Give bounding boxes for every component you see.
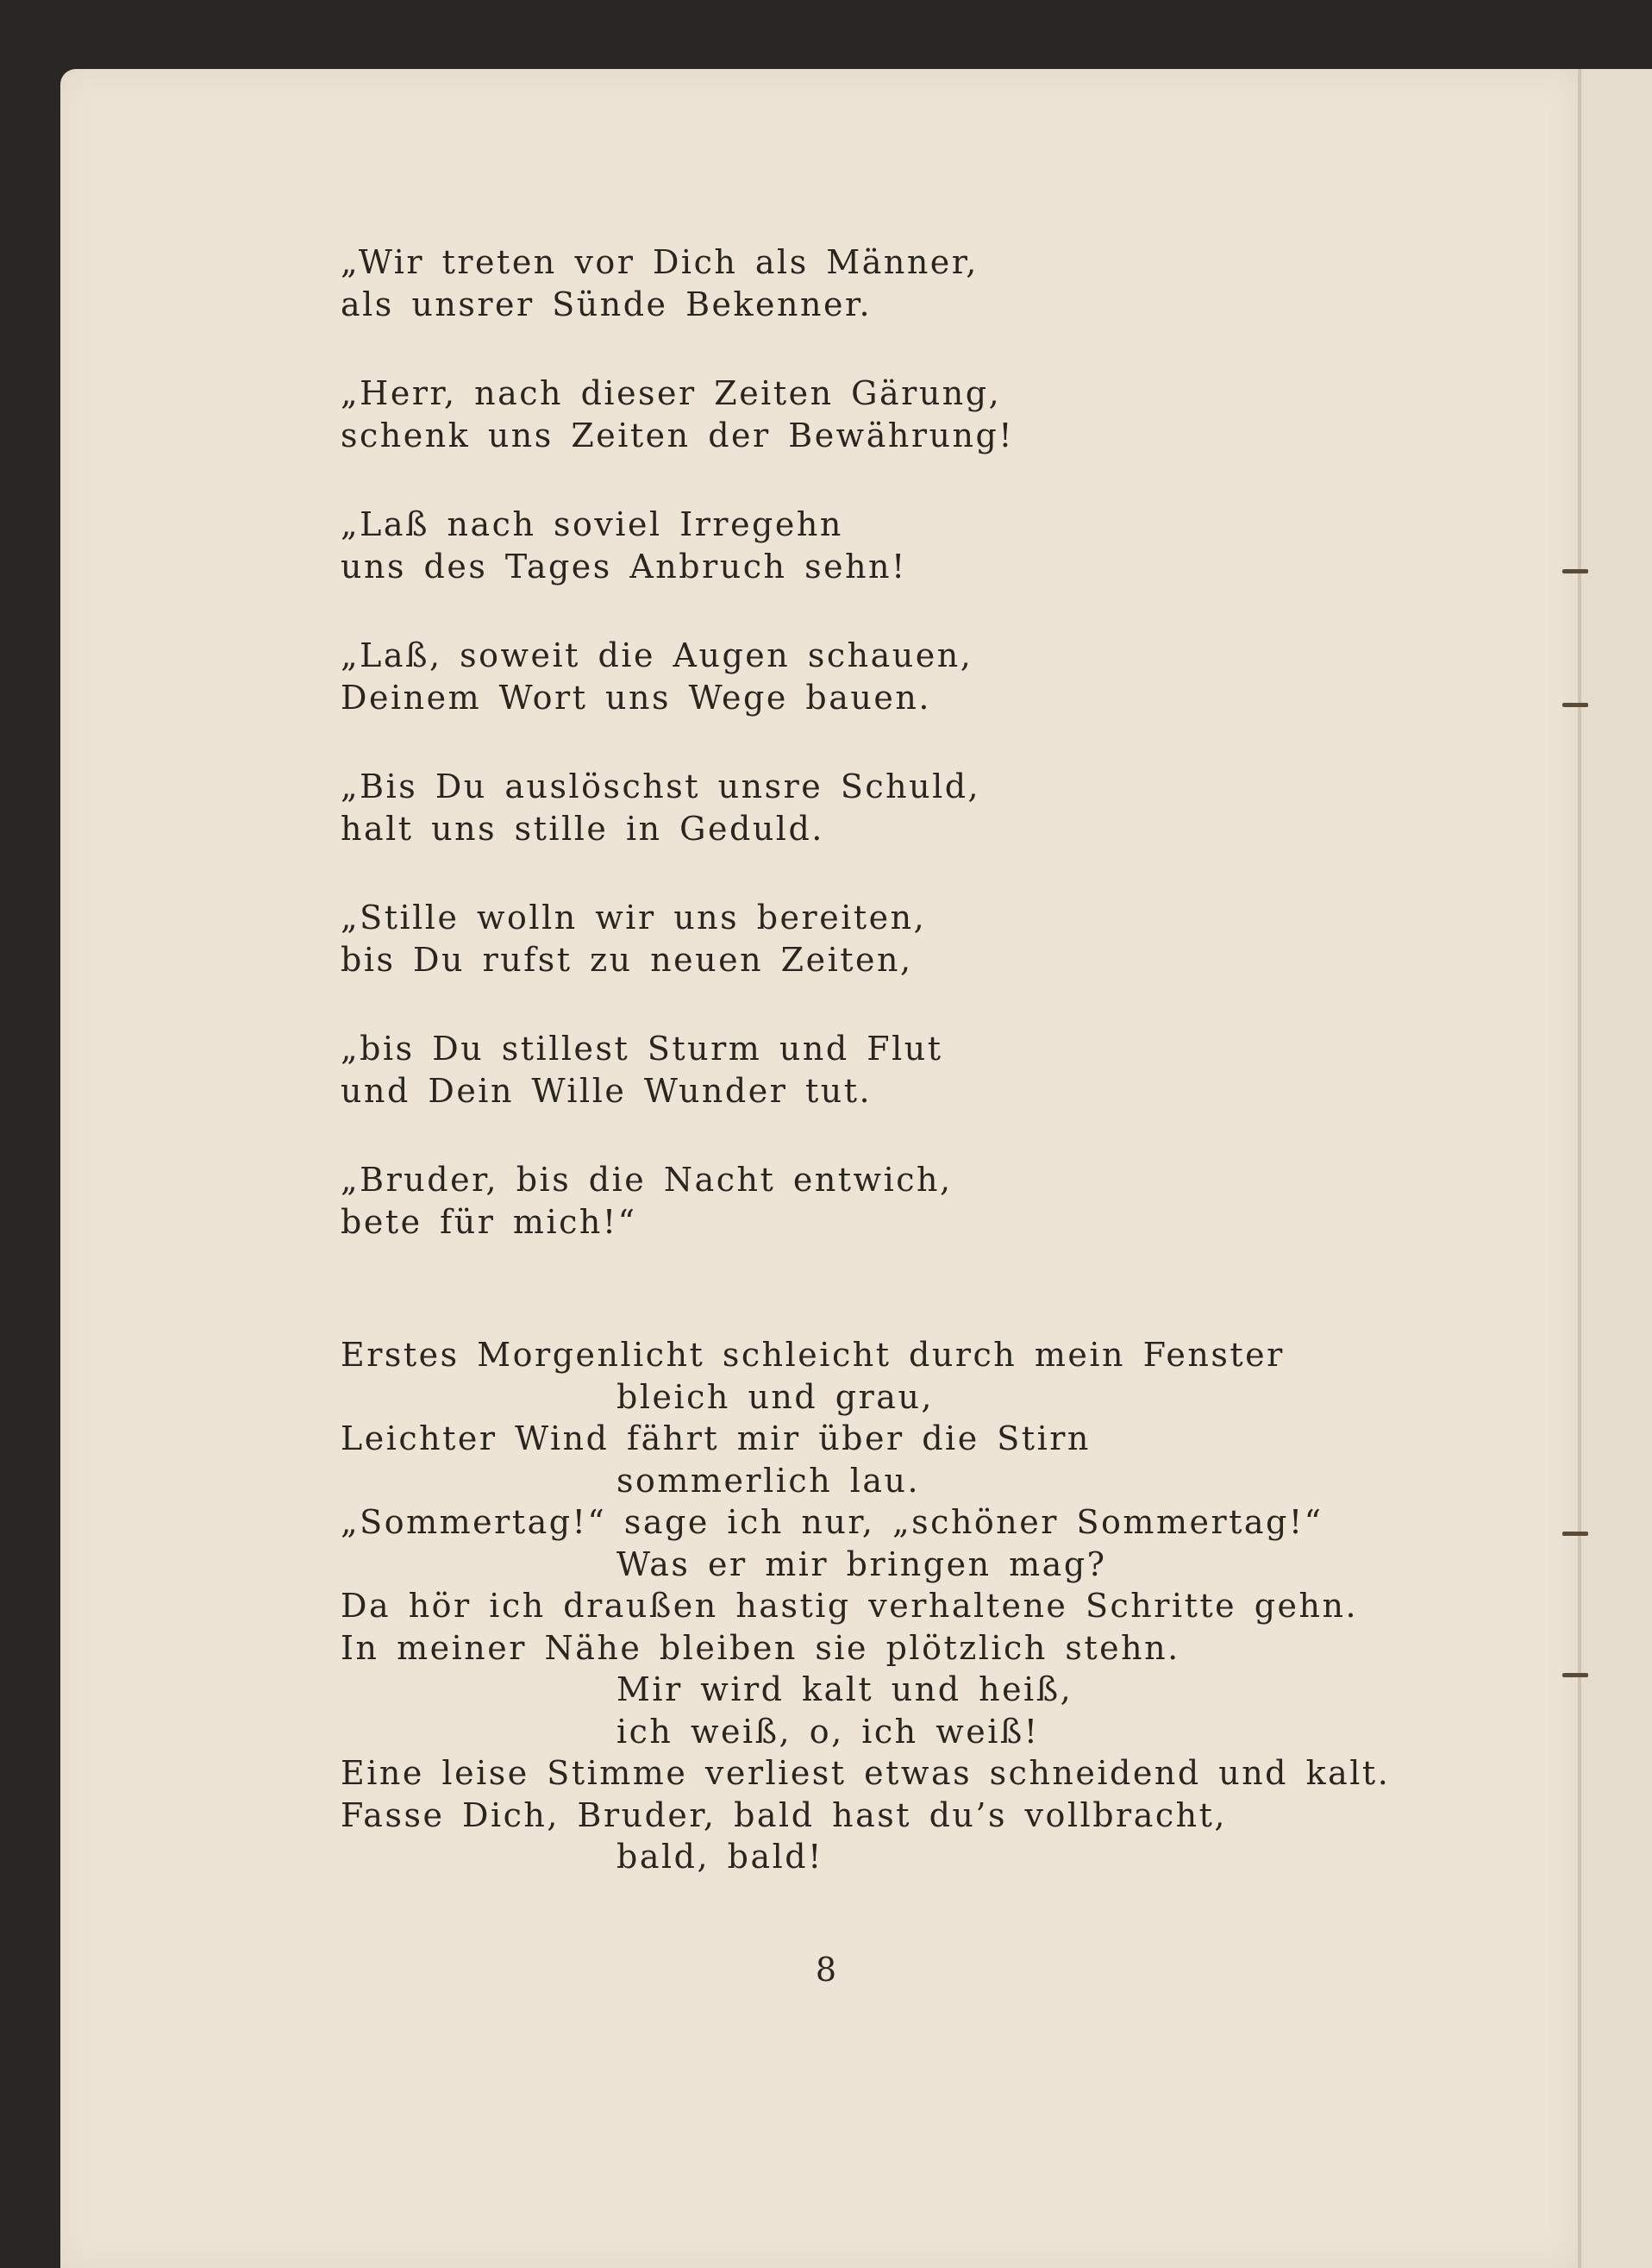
stanza — [341, 897, 1341, 981]
verse-line: „Wir treten vor Dich als Männer, — [341, 243, 979, 281]
verse-line: In meiner Nähe bleiben sie plötzlich stehn. — [341, 1628, 1180, 1667]
page-number: 8 — [815, 1951, 837, 1989]
verse-line: „Bis Du auslöschst unsre Schuld, — [341, 767, 981, 805]
stanza — [341, 635, 1341, 719]
verse-line: „Laß nach soviel Irregehn — [341, 505, 843, 543]
verse-line: uns des Tages Anbruch sehn! — [341, 548, 907, 586]
verse-line: als unsrer Sünde Bekenner. — [341, 285, 873, 323]
second-poem — [341, 1334, 1391, 1878]
verse-line: „Laß, soweit die Augen schauen, — [341, 636, 973, 674]
facing-page-edge — [1578, 69, 1652, 2268]
verse-line: „Sommertag!“ sage ich nur, „schöner Sommertag!“ — [341, 1503, 1323, 1541]
stanza — [341, 766, 1341, 850]
stanza — [341, 241, 1341, 326]
verse-line: und Dein Wille Wunder tut. — [341, 1072, 873, 1110]
verse-line: Leichter Wind fährt mir über die Stirn — [341, 1419, 1091, 1457]
verse-line-indented: ich weiß, o, ich weiß! — [616, 1712, 1040, 1751]
binding-stitch-mark — [1562, 703, 1588, 707]
verse-line: „Bruder, bis die Nacht entwich, — [341, 1161, 953, 1199]
verse-line: „Stille wolln wir uns bereiten, — [341, 899, 927, 937]
binding-stitch-mark — [1562, 1673, 1588, 1677]
verse-line: „bis Du stillest Sturm und Flut — [341, 1030, 943, 1068]
binding-stitch-mark — [1562, 569, 1588, 573]
verse-line: Da hör ich draußen hastig verhaltene Schritte gehn. — [341, 1587, 1359, 1625]
verse-line: bis Du rufst zu neuen Zeiten, — [341, 941, 913, 979]
stanza — [341, 1028, 1341, 1112]
stanza — [341, 504, 1341, 588]
stanza — [341, 1159, 1341, 1244]
verse-line-indented: bleich und grau, — [616, 1377, 935, 1416]
verse-line: Deinem Wort uns Wege bauen. — [341, 679, 931, 717]
verse-line: bete für mich!“ — [341, 1203, 637, 1241]
verse-line-indented: bald, bald! — [616, 1838, 823, 1876]
verse-line: Eine leise Stimme verliest etwas schneidend und kalt. — [341, 1754, 1391, 1792]
verse-line-indented: Was er mir bringen mag? — [616, 1544, 1107, 1583]
binding-stitch-mark — [1562, 1532, 1588, 1536]
verse-line: halt uns stille in Geduld. — [341, 810, 824, 848]
verse-line: Erstes Morgenlicht schleicht durch mein Fenster — [341, 1336, 1285, 1374]
verse-line: „Herr, nach dieser Zeiten Gärung, — [341, 374, 1002, 412]
verse-line: Fasse Dich, Bruder, bald hast du’s vollbracht, — [341, 1795, 1227, 1834]
stanza — [341, 373, 1341, 457]
verse-line-indented: Mir wird kalt und heiß, — [616, 1670, 1073, 1708]
verse-line: schenk uns Zeiten der Bewährung! — [341, 417, 1015, 454]
poem-text-block — [341, 241, 1391, 1878]
verse-line-indented: sommerlich lau. — [616, 1461, 921, 1500]
